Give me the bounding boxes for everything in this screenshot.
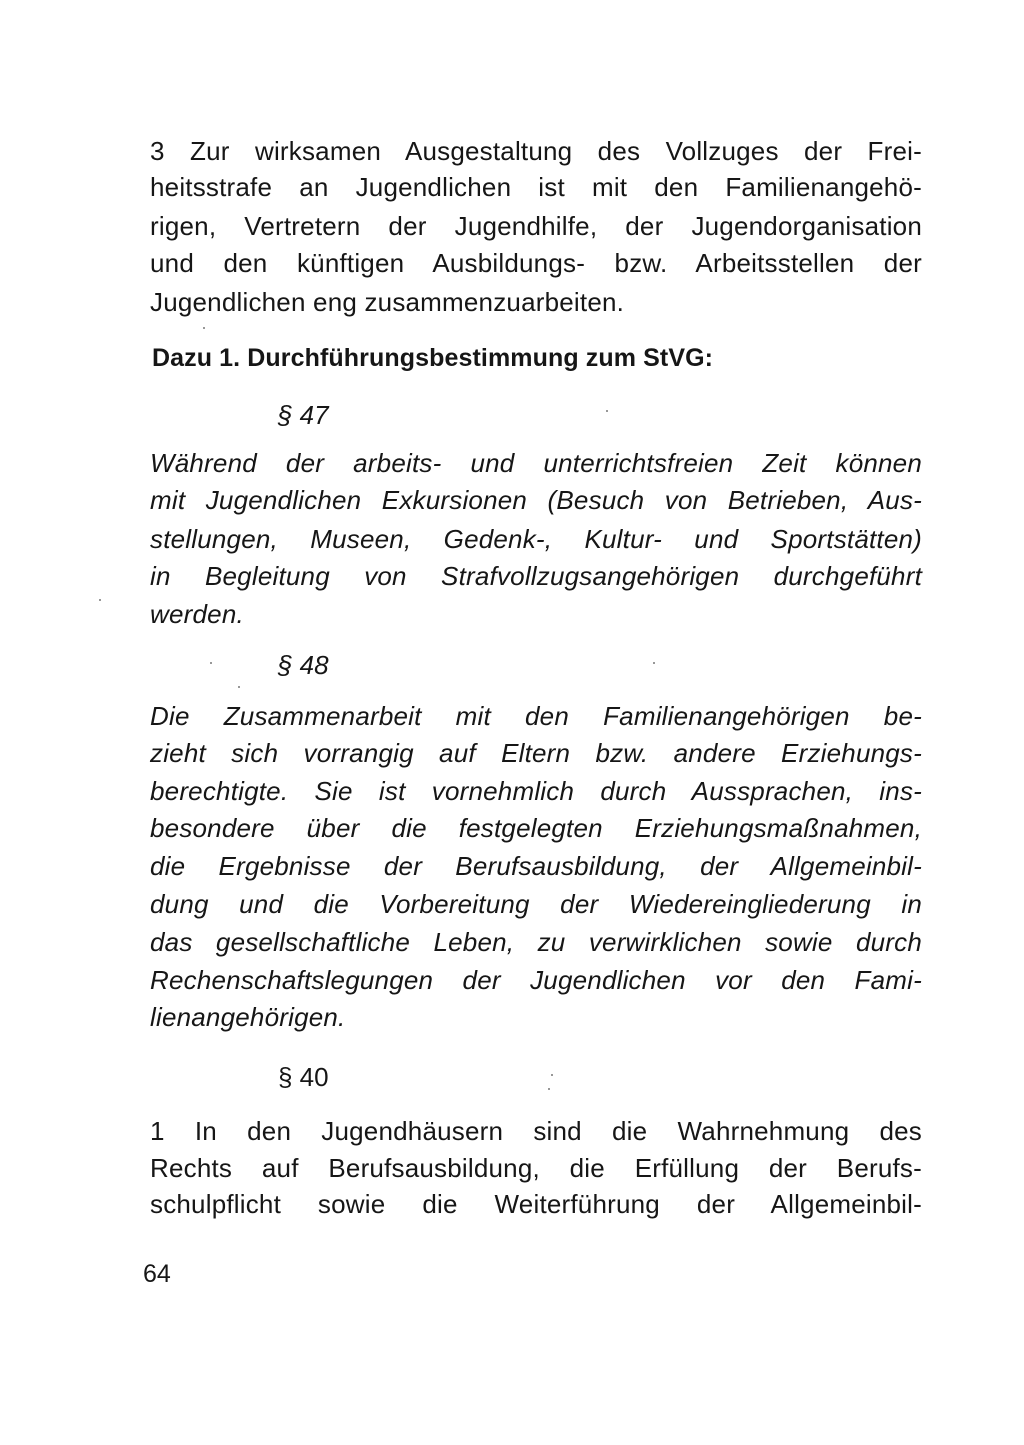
section-3-line-5: Jugendlichen eng zusammenzuarbeiten. [150, 287, 625, 317]
scan-speck [551, 1074, 553, 1076]
paragraph-48-line-5: die Ergebnisse der Berufsausbildung, der Allgemeinbil- [150, 851, 922, 881]
scan-speck [99, 599, 101, 601]
scan-speck [238, 686, 240, 688]
paragraph-48-line-1: Die Zusammenarbeit mit den Familienangehörigen be- [150, 701, 922, 731]
scan-speck [606, 410, 608, 412]
paragraph-40-line-3: schulpflicht sowie die Weiterführung der Allgemeinbil- [150, 1189, 922, 1219]
scan-speck [548, 1088, 550, 1090]
paragraph-48-line-9: lienangehörigen. [150, 1002, 346, 1032]
paragraph-47-line-2: mit Jugendlichen Exkursionen (Besuch von Betrieben, Aus- [150, 485, 922, 515]
page-number: 64 [143, 1260, 171, 1288]
paragraph-48-line-2: zieht sich vorrangig auf Eltern bzw. andere Erziehungs- [150, 738, 922, 768]
paragraph-40-mark: § 40 [278, 1062, 329, 1092]
section-3-line-3: rigen, Vertretern der Jugendhilfe, der Jugendorganisation [150, 211, 922, 241]
scan-speck [203, 327, 205, 329]
section-3-line-2: heitsstrafe an Jugendlichen ist mit den Familienangehö- [150, 172, 922, 202]
section-heading: Dazu 1. Durchführungsbestimmung zum StVG: [152, 344, 714, 372]
paragraph-47-mark: § 47 [278, 400, 329, 430]
paragraph-47-line-4: in Begleitung von Strafvollzugsangehörigen durchgeführt [150, 561, 922, 591]
paragraph-48-line-4: besondere über die festgelegten Erziehungsmaßnahmen, [150, 813, 922, 843]
section-3-line-4: und den künftigen Ausbildungs- bzw. Arbeitsstellen der [150, 248, 922, 278]
paragraph-47-line-1: Während der arbeits- und unterrichtsfreien Zeit können [150, 448, 922, 478]
paragraph-40-line-1: 1 In den Jugendhäusern sind die Wahrnehmung des [150, 1116, 922, 1146]
paragraph-40-line-2: Rechts auf Berufsausbildung, die Erfüllung der Berufs- [150, 1153, 922, 1183]
paragraph-48-line-6: dung und die Vorbereitung der Wiedereingliederung in [150, 889, 922, 919]
paragraph-48-mark: § 48 [278, 650, 329, 680]
paragraph-47-line-5: werden. [150, 599, 244, 629]
scan-speck [210, 662, 212, 664]
scan-speck [653, 662, 655, 664]
paragraph-48-line-3: berechtigte. Sie ist vornehmlich durch Aussprachen, ins- [150, 776, 922, 806]
paragraph-47-line-3: stellungen, Museen, Gedenk-, Kultur- und Sportstätten) [150, 524, 922, 554]
section-3-line-1: 3 Zur wirksamen Ausgestaltung des Vollzuges der Frei- [150, 136, 922, 166]
paragraph-48-line-7: das gesellschaftliche Leben, zu verwirklichen sowie durch [150, 927, 922, 957]
paragraph-48-line-8: Rechenschaftslegungen der Jugendlichen vor den Fami- [150, 965, 922, 995]
